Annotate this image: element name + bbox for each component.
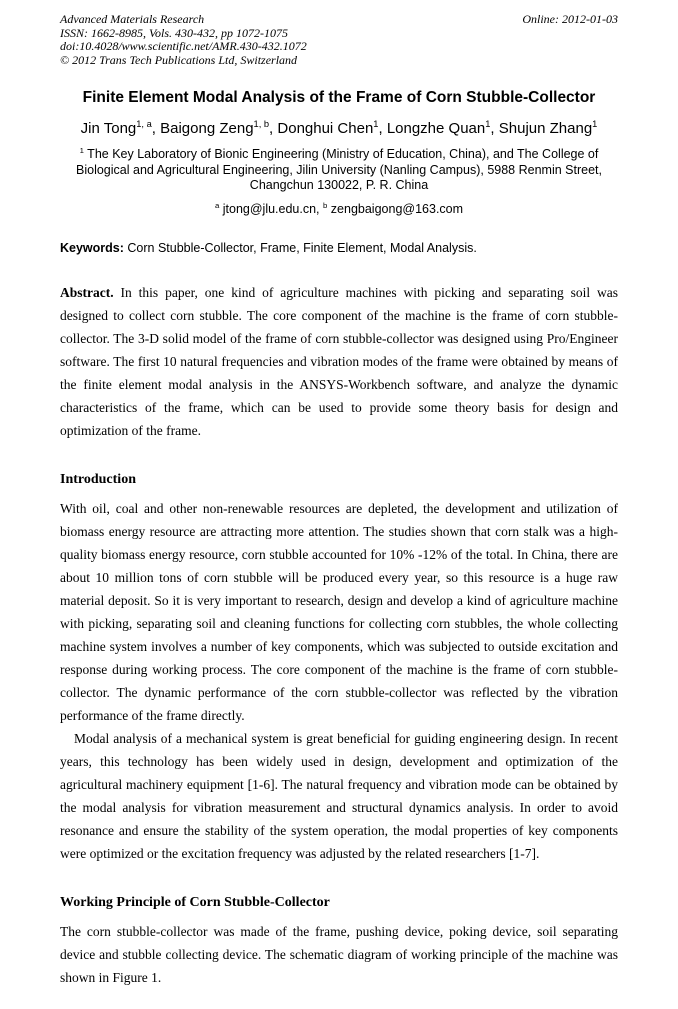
author	[499, 120, 598, 137]
introduction-paragraph-2: Modal analysis of a mechanical system is great beneficial for guiding engineering design. In recent years, this technology has been widely used in design, development and optimization of the agricultural machinery equipment [1-6]. The natural frequency and vibration mode can be obtained by the modal analysis for vibration measurement and structural dynamics analysis. In order to avoid resonance and ensure the stability of the system operation, the modal properties of key components were optimized or the excitation frequency was adjusted by the related researchers [1-7].	[60, 730, 618, 861]
working-principle-paragraph-1: The corn stubble-collector was made of the frame, pushing device, poking device, soil separating device and stubble collecting device. The schematic diagram of working principle of the machine was shown in Figure 1.	[60, 923, 618, 985]
author-superscript: 1	[485, 119, 491, 129]
affiliation	[60, 147, 618, 194]
author-superscript: 1, b	[253, 119, 270, 129]
introduction-paragraph-1: With oil, coal and other non-renewable resources are depleted, the development and utilization of biomass energy resource are attracting more attention. The studies shown that corn stalk was a high-quality biomass energy resource, corn stubble accounted for 10% -12% of the total. In China, there are about 10 million tons of corn stubble will be produced every year, so this resource is a huge raw material deposit. So it is very important to research, design and develop a kind of agriculture machine with picking, separating soil and cleaning functions for collecting corn stubbles, the whole collecting machine system involves a number of key components, which was subjected to outside excitation and response during working process. The core component of the machine is the frame of corn stubble-collector. The dynamic performance of the corn stubble-collector was reflected by the vibration performance of the frame directly.	[60, 500, 618, 723]
journal-header	[60, 13, 618, 67]
abstract-paragraph	[60, 281, 618, 442]
email-address: zengbaigong@163.com	[327, 201, 464, 216]
keywords-text: Corn Stubble-Collector, Frame, Finite Element, Modal Analysis.	[123, 240, 477, 255]
author-superscript: 1, a	[136, 119, 152, 129]
abstract-text: In this paper, one kind of agriculture machines with picking and separating soil was designed to collect corn stubble. The core component of the machine is the frame of corn stubble-collector. The 3-D solid model of the frame of corn stubble-collector was designed using Pro/Engineer software. The first 10 natural frequencies and vibration modes of the frame were obtained by means of the finite element modal analysis in the ANSYS-Workbench software, and analyze the dynamic characteristics of the frame, which can be used to provide some theory basis for design and optimization of the frame.	[60, 284, 618, 438]
author-superscript: 1	[373, 119, 379, 129]
author-separator: ,	[269, 120, 278, 137]
section-heading-introduction: Introduction	[60, 471, 136, 487]
keywords-label: Keywords:	[60, 240, 124, 255]
affiliation-text: The Key Laboratory of Bionic Engineering (Ministry of Education, China), and The College of Biological and Agricultural Engineering, Jilin University (Nanling Campus), 5988 Renmin Street, Changchun 130022, P. R. China	[76, 147, 602, 192]
online-date: Online: 2012-01-03	[522, 12, 618, 26]
email-address: jtong@jlu.edu.cn,	[219, 201, 324, 216]
email	[323, 202, 463, 216]
abstract-label: Abstract.	[60, 284, 114, 300]
author-name: Jin Tong	[80, 120, 137, 137]
email	[215, 202, 323, 216]
author-list	[60, 120, 618, 137]
author-name: Donghui Chen	[277, 120, 374, 137]
journal-doi-line: doi:10.4028/www.scientific.net/AMR.430-432.1072	[60, 39, 307, 53]
author-separator: ,	[378, 120, 387, 137]
email-superscript: a	[214, 200, 220, 210]
journal-copyright-line: © 2012 Trans Tech Publications Ltd, Switzerland	[60, 52, 298, 67]
journal-title: Advanced Materials Research	[60, 12, 205, 26]
author-separator: ,	[151, 120, 161, 137]
author	[387, 120, 499, 137]
author-name: Shujun Zhang	[498, 120, 593, 137]
journal-meta	[60, 13, 307, 67]
section-heading-working-principle: Working Principle of Corn Stubble-Collector	[60, 894, 330, 910]
author	[277, 120, 386, 137]
keywords-line	[60, 241, 618, 255]
affiliation-superscript: 1	[79, 145, 84, 155]
author	[160, 120, 277, 137]
author-separator: ,	[490, 120, 499, 137]
author	[81, 120, 160, 137]
journal-issn-line: ISSN: 1662-8985, Vols. 430-432, pp 1072-1075	[60, 25, 288, 40]
author-name: Baigong Zeng	[160, 120, 254, 137]
email-superscript: b	[323, 200, 328, 210]
author-emails	[60, 202, 618, 216]
author-superscript: 1	[592, 119, 598, 129]
author-name: Longzhe Quan	[386, 120, 486, 137]
paper-title: Finite Element Modal Analysis of the Frame of Corn Stubble-Collector	[82, 89, 596, 106]
